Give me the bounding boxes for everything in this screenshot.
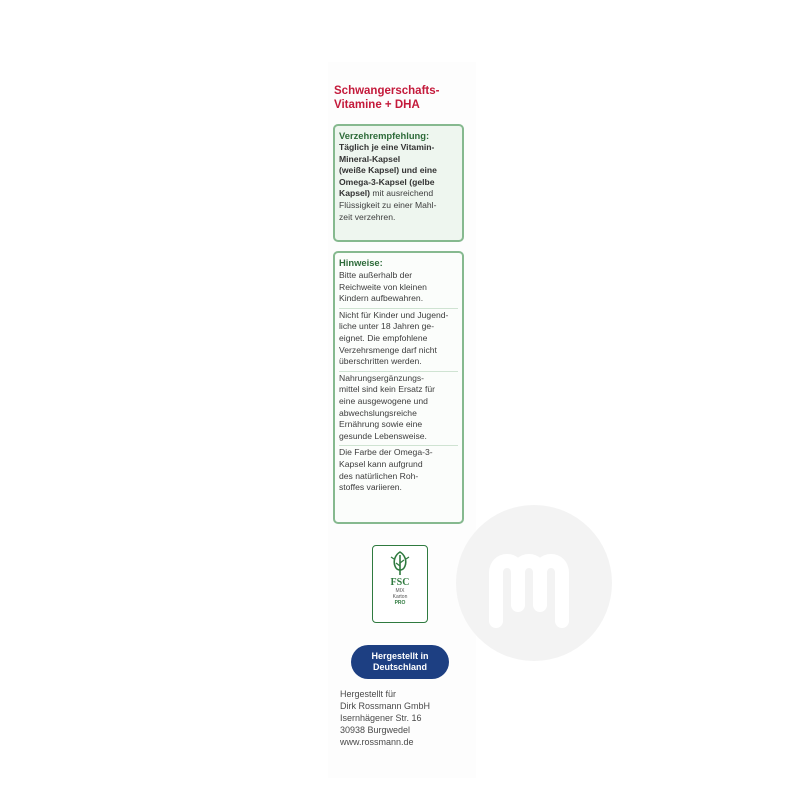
notes-line: gesunde Lebensweise. — [339, 430, 427, 441]
notes-line: abwechslungsreiche — [339, 407, 417, 418]
notes-line: Nicht für Kinder und Jugend- — [339, 309, 449, 320]
notes-box — [333, 251, 464, 524]
notes-line: liche unter 18 Jahren ge- — [339, 321, 435, 332]
notes-line: eine ausgewogene und — [339, 395, 428, 406]
notes-line: Verzehrsmenge darf nicht — [339, 344, 437, 355]
notes-paragraph — [339, 308, 458, 371]
notes-line: eignet. Die empfohlene — [339, 332, 428, 343]
fsc-promo: PRO — [394, 600, 406, 606]
notes-line: des natürlichen Roh- — [339, 470, 419, 481]
address-line: Dirk Rossmann GmbH — [340, 701, 431, 711]
address-line: www.rossmann.de — [340, 737, 414, 747]
recommendation-bold-part: Kapsel) — [339, 188, 371, 199]
fsc-mark: FSC — [390, 577, 410, 588]
notes-heading: Hinweise: — [339, 257, 383, 268]
notes-paragraph — [339, 269, 458, 308]
manufacturer-address — [340, 688, 470, 748]
address-line: Hergestellt für — [340, 689, 397, 699]
badge-line-2: Deutschland — [372, 662, 427, 672]
notes-line: Ernährung sowie eine — [339, 419, 423, 430]
title-line-2: Vitamine + DHA — [334, 99, 420, 111]
fsc-license: MIX — [395, 588, 405, 594]
notes-line: Kindern aufbewahren. — [339, 293, 424, 304]
made-in-germany-badge — [351, 645, 449, 679]
title-line-1: Schwangerschafts- — [334, 85, 440, 97]
notes-paragraph — [339, 371, 458, 446]
recommendation-box — [333, 124, 464, 242]
recommendation-line: Täglich je eine Vitamin- — [339, 142, 435, 152]
notes-line: Nahrungsergänzungs- — [339, 372, 425, 383]
watermark-logo — [456, 505, 612, 661]
notes-line: Die Farbe der Omega-3- — [339, 447, 433, 458]
notes-line: Kapsel kann aufgrund — [339, 458, 423, 469]
notes-line: stoffes variieren. — [339, 482, 402, 493]
product-title — [334, 84, 474, 112]
recommendation-line: Flüssigkeit zu einer Mahl- — [339, 199, 437, 210]
notes-paragraph — [339, 445, 458, 496]
notes-line: Bitte außerhalb der — [339, 270, 413, 280]
address-line: 30938 Burgwedel — [340, 725, 411, 735]
recommendation-line: zeit verzehren. — [339, 211, 396, 222]
recommendation-line: Omega-3-Kapsel (gelbe — [339, 176, 435, 187]
notes-line: Reichweite von kleinen — [339, 281, 427, 292]
fsc-logo — [372, 545, 428, 623]
recommendation-heading: Verzehrempfehlung: — [339, 130, 430, 141]
fsc-material: Karton — [392, 594, 408, 600]
recommendation-line: Mineral-Kapsel — [339, 153, 401, 164]
address-line: Isernhägener Str. 16 — [340, 713, 422, 723]
m-logo-icon — [456, 505, 612, 661]
recommendation-line-mixed — [339, 188, 458, 200]
notes-line: mittel sind kein Ersatz für — [339, 384, 435, 395]
recommendation-plain-part: mit ausreichend — [370, 188, 434, 199]
recommendation-line: (weiße Kapsel) und eine — [339, 165, 437, 176]
badge-line-1: Hergestellt in — [371, 651, 429, 661]
notes-line: überschritten werden. — [339, 356, 422, 367]
fsc-tree-icon — [385, 549, 415, 577]
